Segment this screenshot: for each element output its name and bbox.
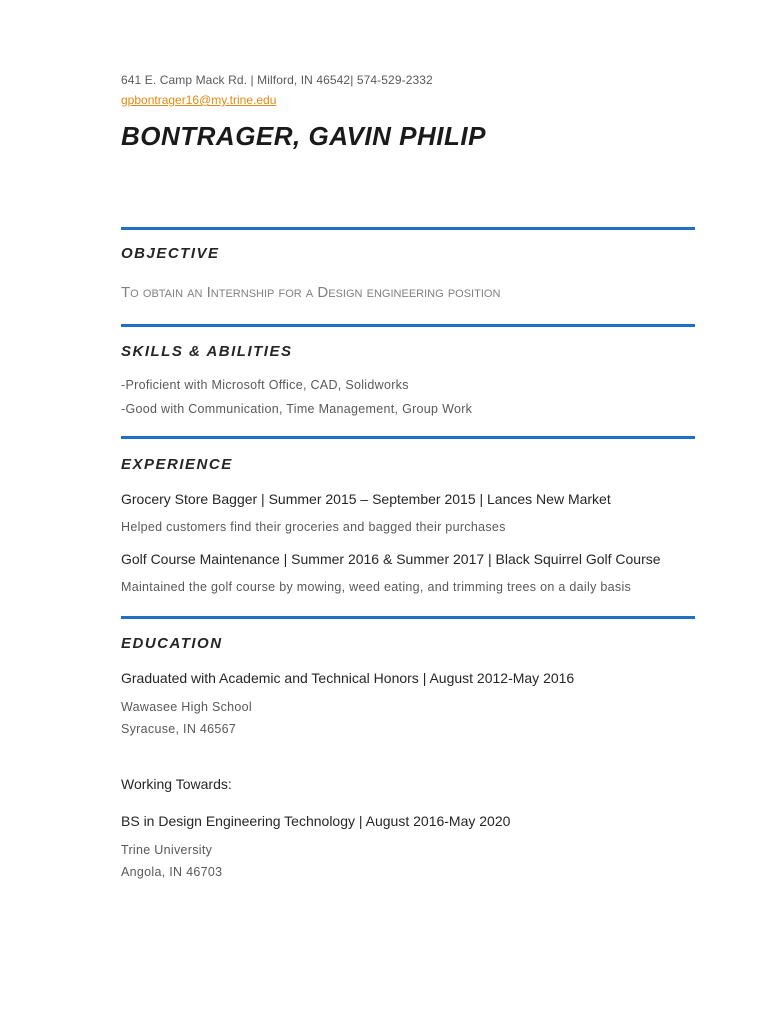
education-heading: EDUCATION bbox=[121, 635, 223, 652]
skill-item: -Good with Communication, Time Management, Group Work bbox=[121, 402, 473, 416]
section-divider bbox=[121, 324, 695, 327]
job-title: Grocery Store Bagger | Summer 2015 – September 2015 | Lances New Market bbox=[121, 491, 611, 507]
section-divider bbox=[121, 616, 695, 619]
section-divider bbox=[121, 436, 695, 439]
job-title: Golf Course Maintenance | Summer 2016 & Summer 2017 | Black Squirrel Golf Course bbox=[121, 551, 661, 567]
email-link[interactable]: gpbontrager16@my.trine.edu bbox=[121, 93, 277, 107]
experience-heading: EXPERIENCE bbox=[121, 456, 233, 473]
candidate-name: BONTRAGER, GAVIN PHILIP bbox=[121, 121, 486, 151]
contact-line: 641 E. Camp Mack Rd. | Milford, IN 46542| 574-529-2332 bbox=[121, 73, 433, 87]
school-name: Trine University bbox=[121, 843, 213, 857]
objective-heading: OBJECTIVE bbox=[121, 245, 220, 262]
objective-text: To obtain an Internship for a Design engineering position bbox=[121, 284, 501, 301]
section-divider bbox=[121, 227, 695, 230]
degree-title: Graduated with Academic and Technical Honors | August 2012-May 2016 bbox=[121, 670, 575, 686]
job-description: Helped customers find their groceries and bagged their purchases bbox=[121, 520, 506, 534]
working-towards-label: Working Towards: bbox=[121, 776, 232, 792]
school-name: Wawasee High School bbox=[121, 700, 252, 714]
skills-heading: SKILLS & ABILITIES bbox=[121, 343, 293, 360]
skill-item: -Proficient with Microsoft Office, CAD, Solidworks bbox=[121, 378, 409, 392]
degree-title: BS in Design Engineering Technology | August 2016-May 2020 bbox=[121, 813, 511, 829]
school-location: Angola, IN 46703 bbox=[121, 865, 223, 879]
job-description: Maintained the golf course by mowing, weed eating, and trimming trees on a daily basis bbox=[121, 580, 632, 594]
school-location: Syracuse, IN 46567 bbox=[121, 722, 237, 736]
